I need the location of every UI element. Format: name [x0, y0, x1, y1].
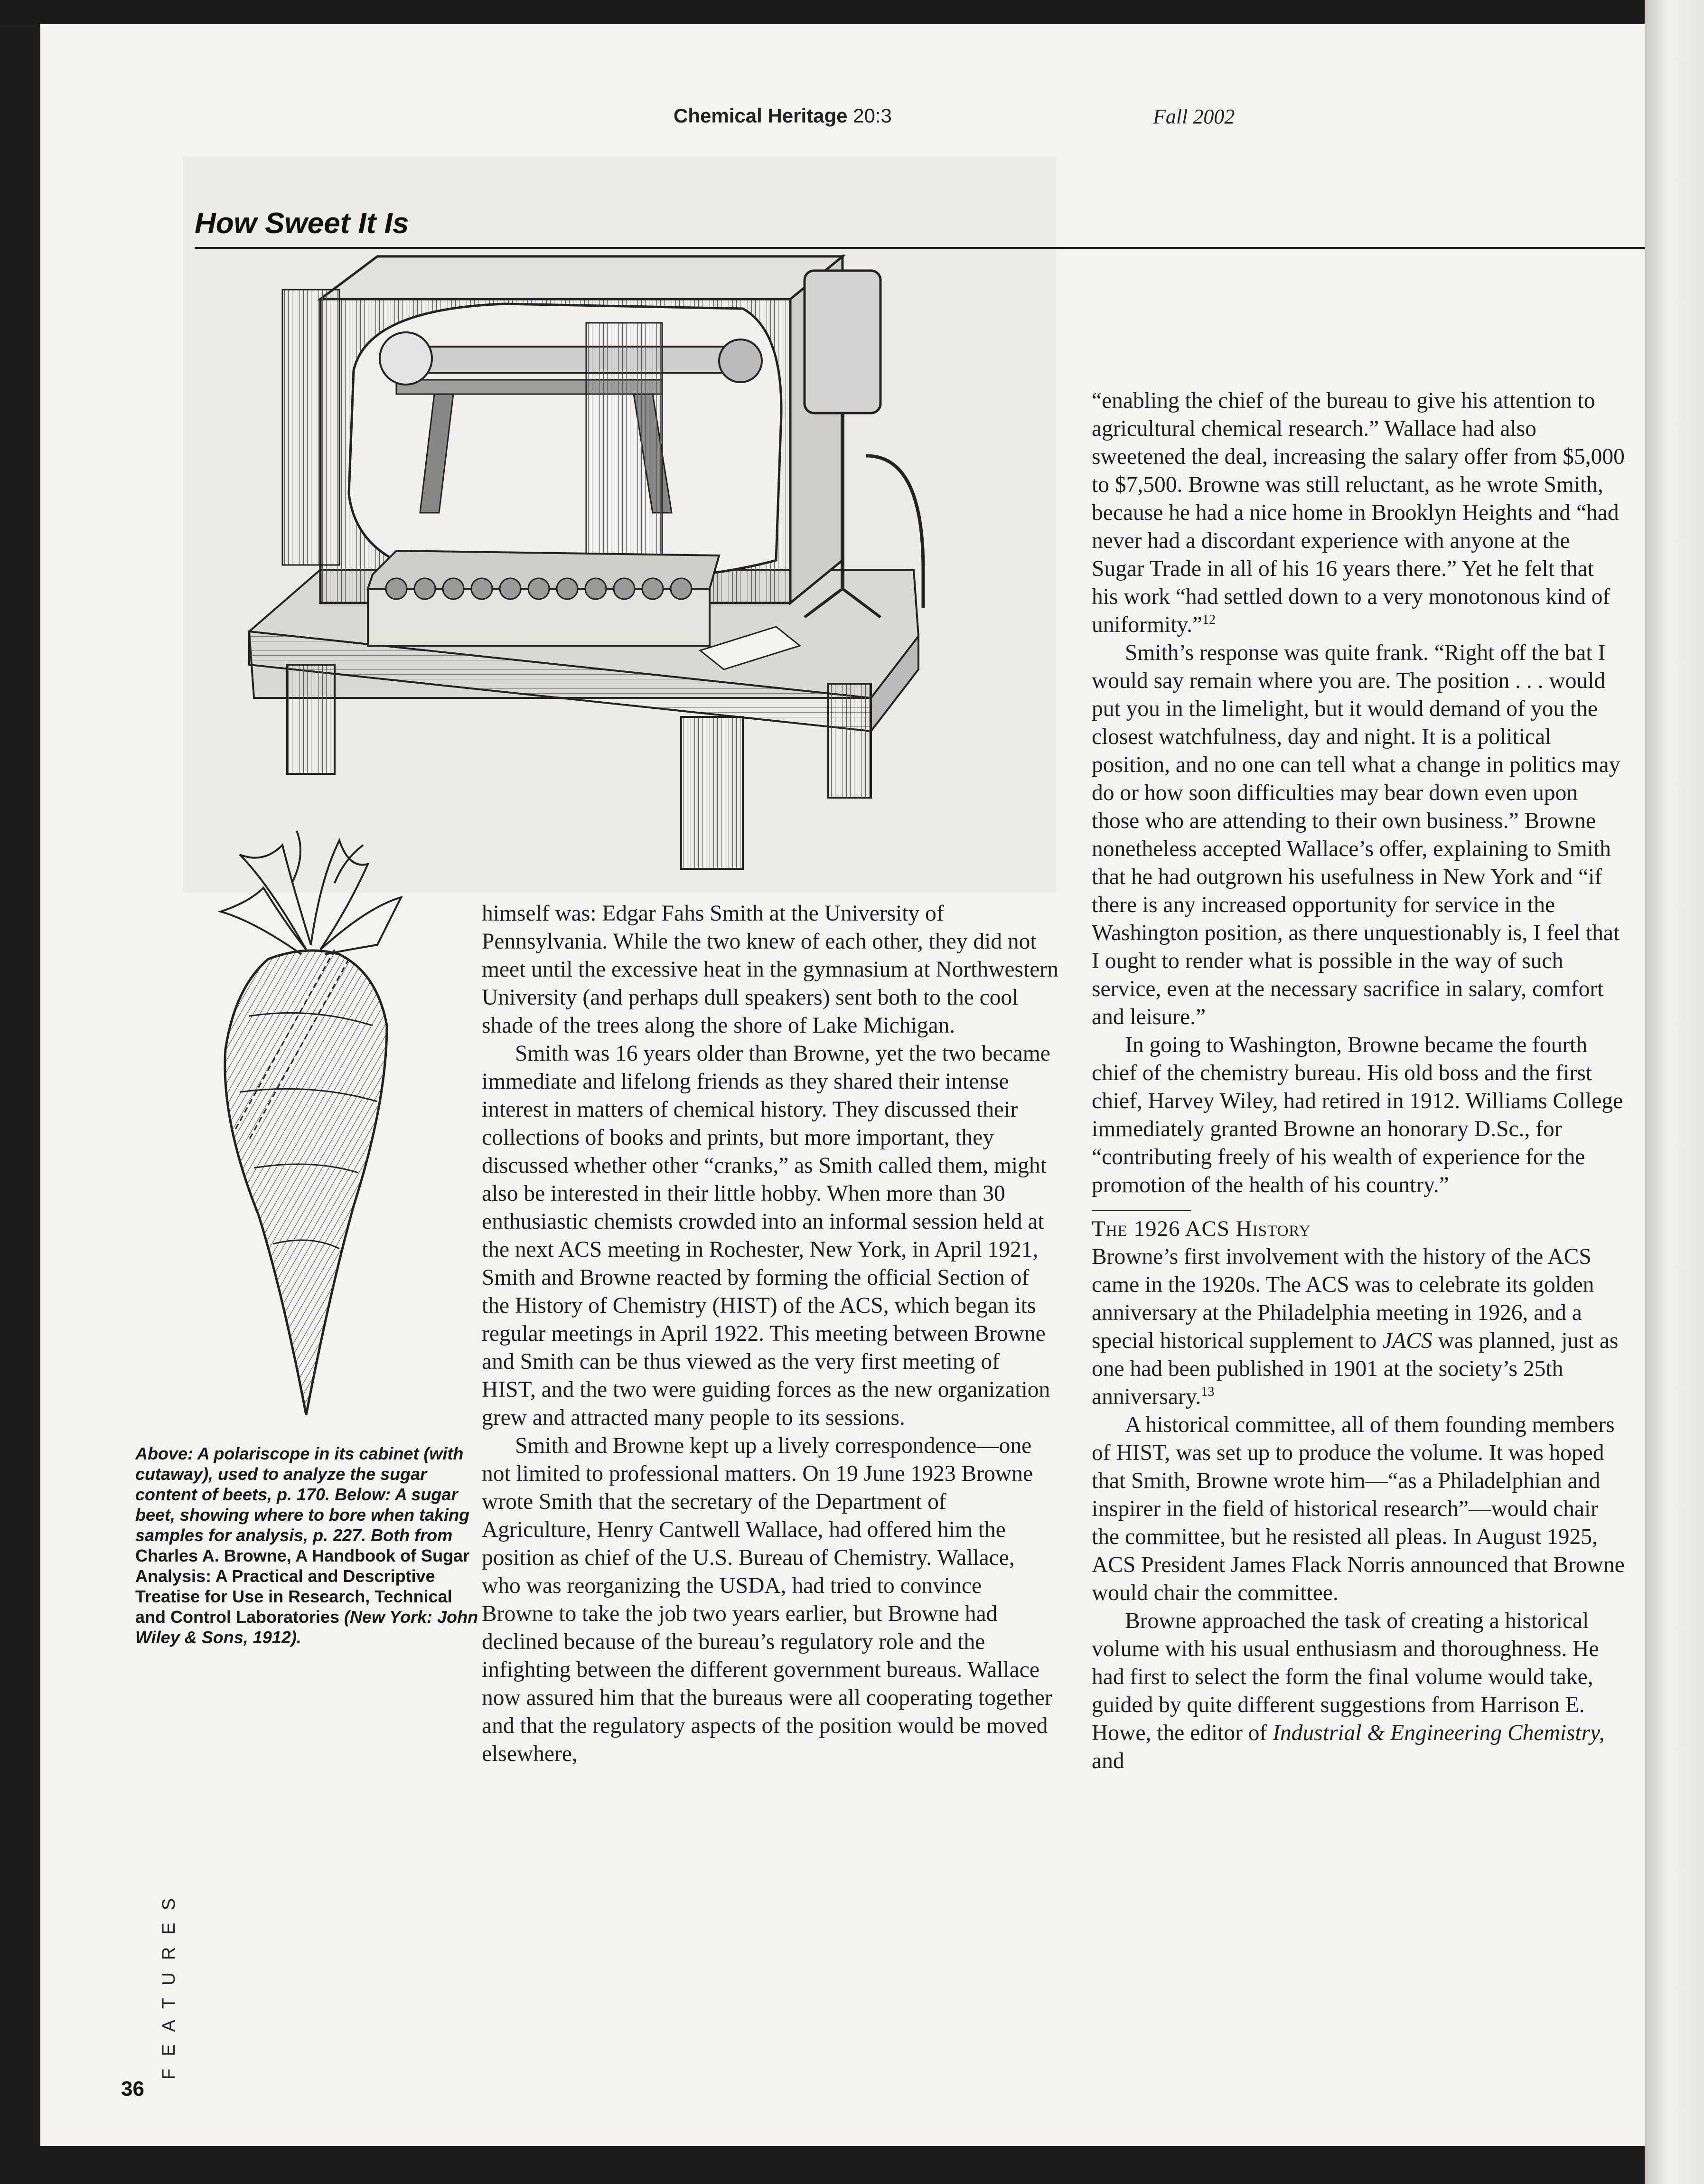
column2-paragraph-6-text: Browne approached the task of creating a historical volume with his usual enthusiasm and thoroughness. He had first to select the form the final volume would take, guided by quite different suggestions from Harrison E. Howe, the editor of — [1092, 1609, 1599, 1745]
figure-caption — [135, 1443, 482, 1647]
column2-paragraph-3: In going to Washington, Browne became the fourth chief of the chemistry bureau. His old boss and the first chief, Harvey Wiley, had retired in 1912. Williams College immediately granted Browne an honorary D.Sc., for “contributing freely of his wealth of experience for the promotion of the health of his country.” — [1092, 1033, 1623, 1197]
column2-paragraph-1 — [1092, 387, 1626, 639]
column2-paragraph-6-text-b: and — [1092, 1749, 1124, 1773]
section-sidebar-label — [159, 1886, 187, 2080]
footnote-ref-12: 12 — [1202, 612, 1216, 628]
journal-issue: 20:3 — [847, 104, 892, 127]
issue-date: Fall 2002 — [1153, 105, 1235, 128]
column2-paragraph-4-text: Browne’s first involvement with the history of the ACS came in the 1920s. The ACS was to celebrate its golden anniversary at the Philadelphia meeting in 1926, and a special historical supplement to — [1092, 1244, 1594, 1353]
section-title: How Sweet It Is — [195, 207, 409, 240]
column1-paragraph: Smith and Browne kept up a lively correspondence—one not limited to professional matters. On 19 June 1923 Browne wrote Smith that the secretary of the Department of Agriculture, Henry Cantwell Wallace, had offered him the position as chief of the U.S. Bureau of Chemistry. Wallace, who was reorganizing the USDA, had tried to convince Browne to take the job two years earlier, but Browne had declined because of the bureau’s regulatory role and the infighting between the different government bureaus. Wallace now assured him that the bureaus were all cooperating together and that the regulatory aspects of the position would be moved elsewhere, — [482, 1433, 1052, 1766]
magazine-page — [40, 24, 1683, 2146]
sugar-beet-illustration — [197, 826, 425, 1424]
column2-paragraph-6 — [1092, 1607, 1626, 1775]
journal-name-italic: Industrial & Engineering Chemistry, — [1273, 1721, 1605, 1745]
jacs-title: JACS — [1382, 1328, 1432, 1353]
polariscope-illustration — [197, 228, 966, 912]
page-number: 36 — [121, 2077, 144, 2100]
column2-paragraph-2: Smith’s response was quite frank. “Right off the bat I would say remain where you are. The position . . . would put you in the limelight, but it would demand of you the closest watchfulness, day and night. It is a political position, and no one can tell what a change in politics may do or how soon difficulties may bear down even upon those who are attending to their own business.” Browne nonetheless accepted Wallace’s offer, explaining to Smith that he had outgrown his usefulness in New York and “if there is any increased opportunity for service in the Washington position, as there unquestionably is, I feel that I ought to render what is possible in the way of such service, even at the necessary sacrifice in salary, comfort and leisure.” — [1092, 640, 1620, 1029]
journal-title: Chemical Heritage — [674, 104, 848, 127]
subhead: The 1926 ACS History — [1092, 1216, 1311, 1241]
body-column-2 — [1051, 387, 1626, 1775]
subhead-rule — [1092, 1210, 1191, 1211]
body-column-1 — [482, 900, 1058, 1768]
footnote-ref-13: 13 — [1201, 1384, 1215, 1400]
scan-top-edge — [0, 0, 1704, 24]
facing-page-edge — [1645, 0, 1704, 2184]
column2-paragraph-5: A historical committee, all of them founding members of HIST, was set up to produce the volume. It was hoped that Smith, Browne wrote him—“as a Philadelphian and inspirer in the field of historical research”—would chair the committee, but he resisted all pleas. In August 1925, ACS President James Flack Norris announced that Browne would chair the committee. — [1092, 1412, 1625, 1605]
caption-book-title: Charles A. Browne, A Handbook of Sugar Analysis: A Practical and Descriptive Treatise for Use in Research, Technical and Control Laboratories — [135, 1546, 470, 1627]
column2-paragraph-4-text-b: was planned, just as one had been published in 1901 at the society’s 25th anniversary. — [1092, 1328, 1619, 1409]
column2-paragraph-4 — [1092, 1243, 1626, 1411]
column2-paragraph-1-text: “enabling the chief of the bureau to give his attention to agricultural chemical research.” Wallace had also sweetened the deal, increasing the salary offer from $5,000 to $7,500. Browne was still reluctant, as he wrote Smith, because he had a nice home in Brooklyn Heights and “had never had a discordant experience with anyone at the Sugar Trade in all of his 16 years there.” Yet he felt that his work “had settled down to a very monotonous kind of uniformity.” — [1092, 388, 1625, 637]
column1-paragraph: himself was: Edgar Fahs Smith at the University of Pennsylvania. While the two knew of each other, they did not meet until the excessive heat in the gymnasium at Northwestern University (and perhaps dull speakers) sent both to the cool shade of the trees along the shore of Lake Michigan. — [482, 901, 1058, 1038]
column1-paragraph: Smith was 16 years older than Browne, yet the two became immediate and lifelong friends as they shared their intense interest in matters of chemical history. They discussed their collections of books and prints, but more important, they discussed whether other “cranks,” as Smith called them, might also be interested in their little hobby. When more than 30 enthusiastic chemists crowded into an informal session held at the next ACS meeting in Rochester, New York, in April 1921, Smith and Browne reacted by forming the official Section of the History of Chemistry (HIST) of the ACS, which began its regular meetings in April 1922. This meeting between Browne and Smith can be thus viewed as the very first meeting of HIST, and the two were guiding forces as the new organization grew and attracted many people to its sessions. — [482, 1041, 1050, 1430]
features-label: FEATURES — [159, 1886, 179, 2080]
running-head — [674, 104, 892, 127]
caption-text: Above: A polariscope in its cabinet (with cutaway), used to analyze the sugar content of beets, p. 170. Below: A sugar beet, showing where to bore when taking samples for analysis, p. 227. Both from — [135, 1444, 470, 1545]
caption-publisher: (New York: John Wiley & Sons, 1912). — [135, 1607, 478, 1647]
